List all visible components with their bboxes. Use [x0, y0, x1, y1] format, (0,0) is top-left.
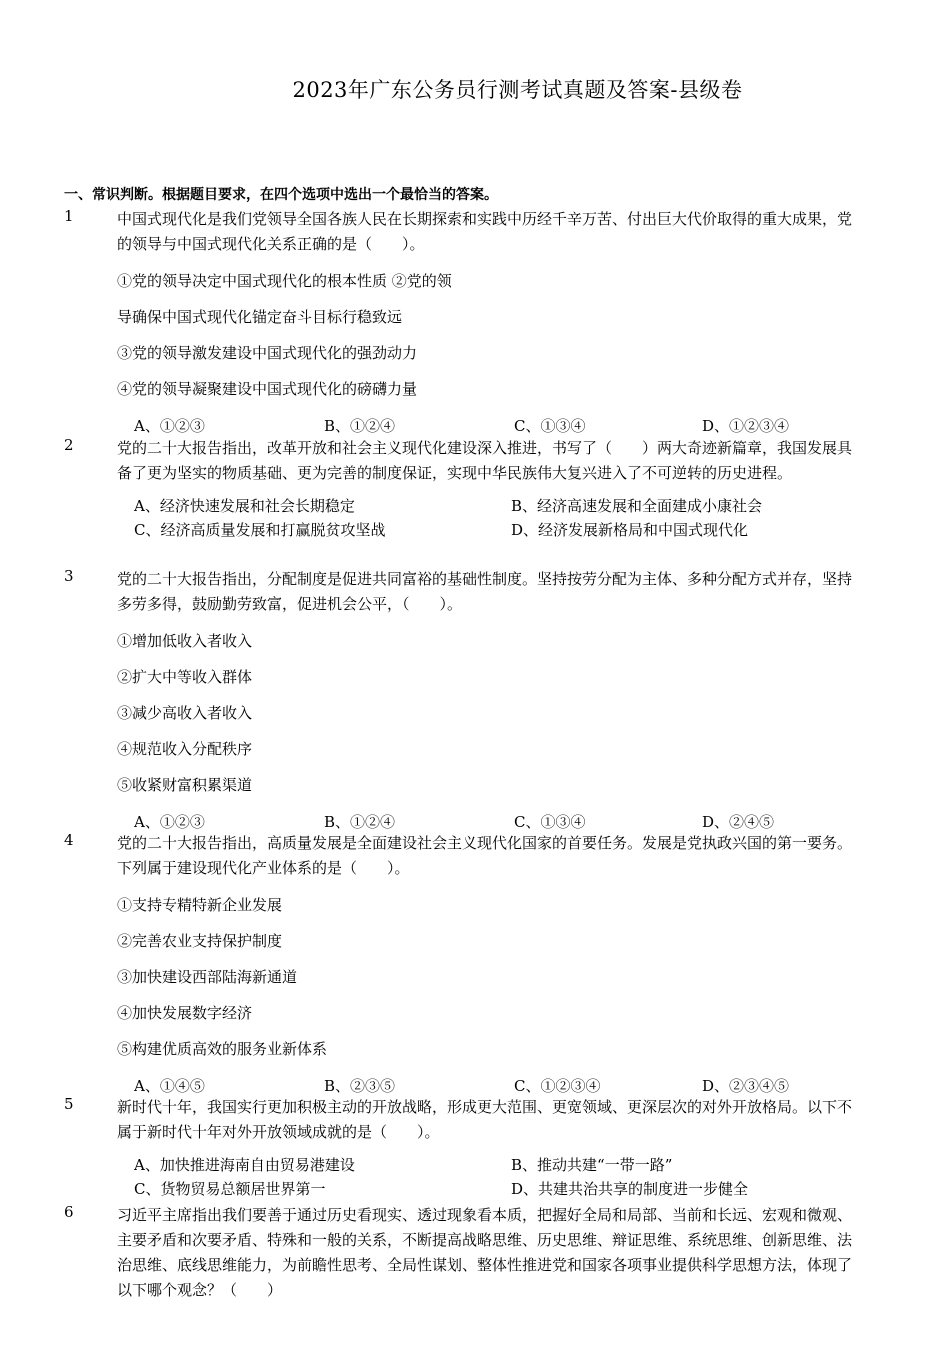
statement-item: ②完善农业支持保护制度: [117, 932, 283, 950]
statement-item: ①增加低收入者收入: [117, 632, 253, 650]
option-c: C、货物贸易总额居世界第一: [134, 1180, 326, 1198]
option-c: C、①③④: [514, 417, 586, 435]
statement-item: ⑤构建优质高效的服务业新体系: [117, 1040, 328, 1058]
option-b: B、②③⑤: [324, 1077, 396, 1095]
question-number: 2: [64, 436, 74, 454]
question-1: [64, 207, 864, 439]
option-b: B、推动共建“一带一路”: [511, 1156, 673, 1174]
statement-item: ②扩大中等收入群体: [117, 668, 253, 686]
question-number: 6: [64, 1203, 74, 1221]
question-stem: 习近平主席指出我们要善于通过历史看现实、透过现象看本质，把握好全局和局部、当前和长远、宏观和微观、主要矛盾和次要矛盾、特殊和一般的关系，不断提高战略思维、历史思维、辩证思维、系统思维、创新思维、法治思维、底线思维能力，为前瞻性思考、全局性谋划、整体性推进党和国家各项事业提供科学思想方法，体现了以下哪个观念？（ ）: [117, 1206, 853, 1299]
question-stem: 中国式现代化是我们党领导全国各族人民在长期探索和实践中历经千辛万苦、付出巨大代价取得的重大成果，党的领导与中国式现代化关系正确的是（ ）。: [117, 210, 853, 253]
statement-item: ④党的领导凝聚建设中国式现代化的磅礴力量: [117, 380, 418, 398]
option-a: A、①②③: [134, 417, 205, 435]
question-stem: 党的二十大报告指出，改革开放和社会主义现代化建设深入推进，书写了（ ）两大奇迹新篇章，我国发展具备了更为坚实的物质基础、更为完善的制度保证，实现中华民族伟大复兴进入了不可逆转的历史进程。: [117, 439, 853, 482]
answer-options-row: [134, 1177, 864, 1201]
answer-options-row: [134, 518, 864, 542]
statement-item: ③加快建设西部陆海新通道: [117, 968, 298, 986]
question-number: 3: [64, 567, 74, 585]
option-d: D、②④⑤: [702, 813, 775, 831]
question-2: [64, 436, 864, 542]
statement-item: ①党的领导决定中国式现代化的根本性质 ②党的领: [117, 272, 452, 290]
question-number: 5: [64, 1095, 74, 1113]
option-b: B、经济高速发展和全面建成小康社会: [511, 497, 763, 515]
option-b: B、①②④: [324, 417, 396, 435]
option-a: A、①②③: [134, 813, 205, 831]
option-d: D、①②③④: [702, 417, 790, 435]
question-3: [64, 567, 864, 835]
option-c: C、①③④: [514, 813, 586, 831]
option-a: A、经济快速发展和社会长期稳定: [134, 497, 355, 515]
answer-options-row: [134, 1153, 864, 1177]
statement-item: ⑤收紧财富积累渠道: [117, 776, 253, 794]
statement-item: ③党的领导激发建设中国式现代化的强劲动力: [117, 344, 418, 362]
option-d: D、经济发展新格局和中国式现代化: [511, 521, 749, 539]
section-heading: 一、常识判断。根据题目要求，在四个选项中选出一个最恰当的答案。: [64, 187, 498, 203]
statement-item: ③减少高收入者收入: [117, 704, 253, 722]
page-title: 2023年广东公务员行测考试真题及答案-县级卷: [292, 78, 743, 102]
question-stem: 党的二十大报告指出，分配制度是促进共同富裕的基础性制度。坚持按劳分配为主体、多种分配方式并存，坚持多劳多得，鼓励勤劳致富，促进机会公平，（ ）。: [117, 570, 853, 613]
option-d: D、共建共治共享的制度进一步健全: [511, 1180, 749, 1198]
statement-item: ④规范收入分配秩序: [117, 740, 253, 758]
option-c: C、①②③④: [514, 1077, 601, 1095]
question-6: [64, 1203, 864, 1303]
statement-item: ④加快发展数字经济: [117, 1004, 253, 1022]
question-number: 4: [64, 831, 74, 849]
question-stem: 新时代十年，我国实行更加积极主动的开放战略，形成更大范围、更宽领域、更深层次的对外开放格局。以下不属于新时代十年对外开放领域成就的是（ ）。: [117, 1098, 853, 1141]
question-4: [64, 831, 864, 1099]
option-b: B、①②④: [324, 813, 396, 831]
option-c: C、经济高质量发展和打赢脱贫攻坚战: [134, 521, 386, 539]
question-5: [64, 1095, 864, 1201]
answer-options-row: [134, 494, 864, 518]
statement-item: 导确保中国式现代化锚定奋斗目标行稳致远: [117, 308, 403, 326]
question-number: 1: [64, 207, 74, 225]
option-a: A、①④⑤: [134, 1077, 205, 1095]
statement-item: ①支持专精特新企业发展: [117, 896, 283, 914]
option-a: A、加快推进海南自由贸易港建设: [134, 1156, 355, 1174]
option-d: D、②③④⑤: [702, 1077, 790, 1095]
question-stem: 党的二十大报告指出，高质量发展是全面建设社会主义现代化国家的首要任务。发展是党执政兴国的第一要务。下列属于建设现代化产业体系的是（ ）。: [117, 834, 853, 877]
